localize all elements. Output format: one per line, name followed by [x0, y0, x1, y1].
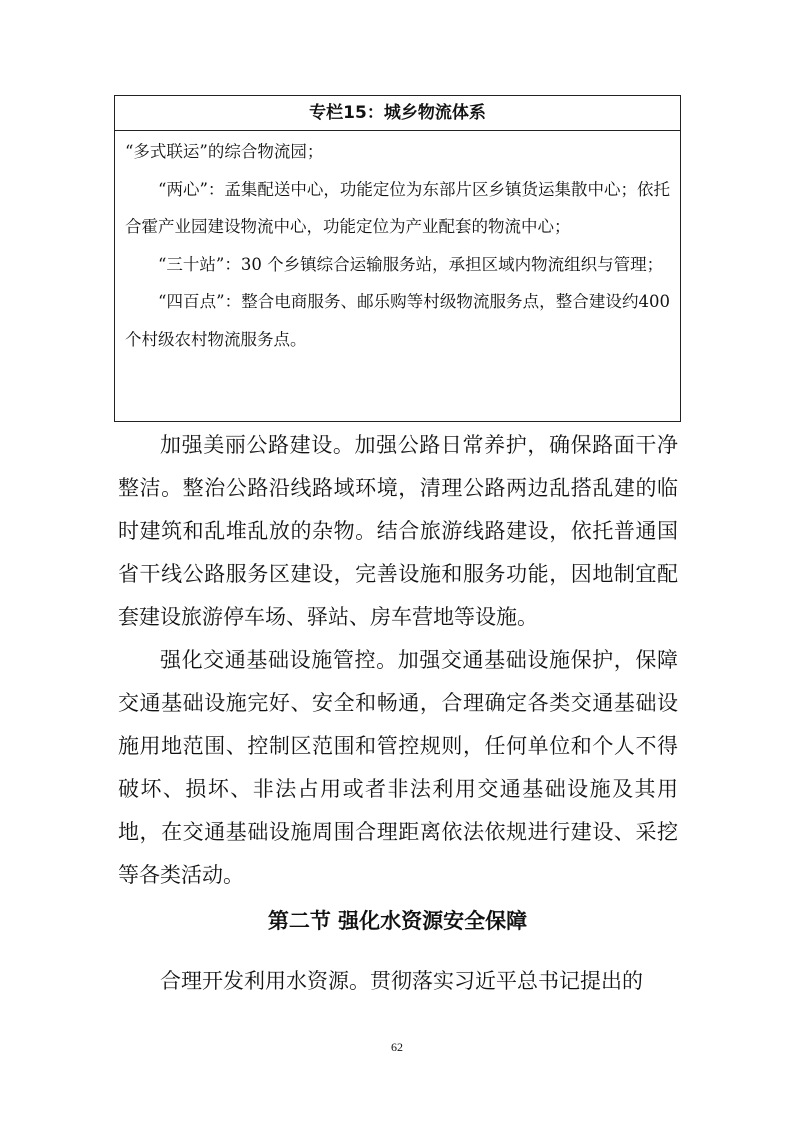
paragraph-infrastructure-control: 强化交通基础设施管控。加强交通基础设施保护，保障交通基础设施完好、安全和畅通，合理确定各类交通基础设施用地范围、控制区范围和管控规则，任何单位和个人不得破坏、损坏、非法占用或者非法利用交通基础设施及其用地，在交通基础设施周围合理距离依法依规进行建设、采挖等各类活动。 — [118, 648, 678, 887]
page-number: 62 — [391, 1040, 403, 1054]
box-line-four-hundred-points: “四百点”：整合电商服务、邮乐购等村级物流服务点，整合建设约400个村级农村物流服务点。 — [125, 292, 670, 349]
paragraph-road-beautification: 加强美丽公路建设。加强公路日常养护，确保路面干净整洁。整治公路沿线路域环境，清理公路两边乱搭乱建的临时建筑和乱堆乱放的杂物。结合旅游线路建设，依托普通国省干线公路服务区建设，完善设施和服务功能，因地制宜配套建设旅游停车场、驿站、房车营地等设施。 — [118, 433, 678, 629]
box-body — [115, 131, 680, 358]
section-heading: 第二节 强化水资源安全保障 — [267, 909, 528, 933]
box-line-logistics-park: “多式联运”的综合物流园； — [125, 142, 324, 161]
box-line-two-centers: “两心”：孟集配送中心，功能定位为东部片区乡镇货运集散中心；依托合霍产业园建设物流中心，功能定位为产业配套的物流中心； — [125, 179, 670, 236]
main-text — [118, 424, 678, 897]
sidebar-box — [114, 95, 681, 422]
box-title: 专栏15：城乡物流体系 — [115, 96, 680, 131]
paragraph-water-resources: 合理开发利用水资源。贯彻落实习近平总书记提出的 — [160, 969, 643, 993]
box-line-thirty-stations: “三十站”：30 个乡镇综合运输服务站，承担区域内物流组织与管理； — [158, 254, 664, 274]
